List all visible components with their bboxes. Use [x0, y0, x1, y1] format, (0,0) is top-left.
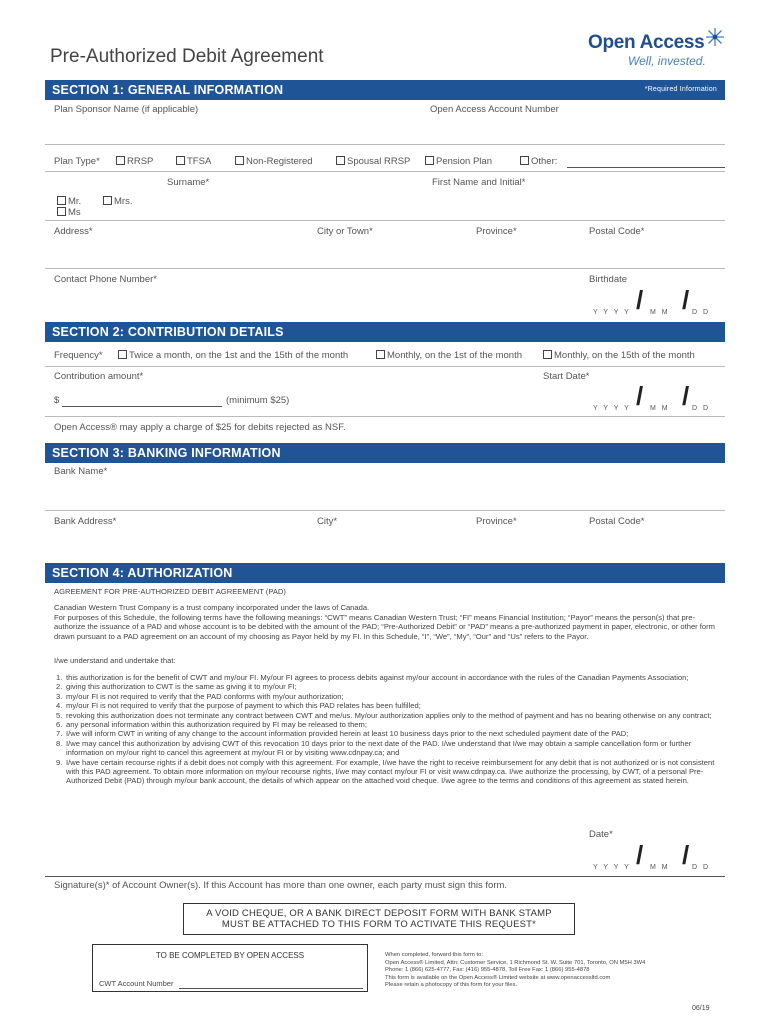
divider [45, 220, 725, 221]
signature-label: Signature(s)* of Account Owner(s). If this Account has more than one owner, each party must sign this form. [54, 880, 508, 891]
signature-line[interactable] [45, 876, 725, 877]
footer-line: Open Access® Limited, Attn: Customer Service, 1 Richmond St. W. Suite 701, Toronto, ON M5H 3W4 [385, 959, 646, 966]
void-cheque-notice [183, 903, 575, 935]
contribution-amount-label: Contribution amount* [54, 371, 144, 382]
logo-tagline: Well, invested. [628, 54, 706, 68]
plan-type-other[interactable]: Other: [520, 156, 557, 167]
checkbox[interactable] [336, 156, 345, 165]
other-plan-field[interactable] [567, 167, 725, 168]
dollar-sign: $ [54, 395, 60, 406]
date-separator: / [682, 840, 690, 870]
footer-line: Please retain a photocopy of this form for your files. [385, 982, 518, 989]
date-separator: / [636, 381, 644, 411]
birthdate-month: M M [650, 309, 670, 316]
list-item: 8. I/we may cancel this authorization by advising CWT of this revocation 10 days prior to the next date of the PAD. I/we understand that I/we may obtain a sample cancellation form or further information on my/our right to cancel this agreement at my/our FI or by visiting www.cdnpay.ca; and [56, 738, 692, 758]
divider [45, 416, 725, 417]
birthdate-year: Y Y Y Y [593, 309, 631, 316]
section-3-heading: SECTION 3: BANKING INFORMATION [45, 443, 725, 463]
plan-type-label: Plan Type* [54, 156, 100, 167]
list-item: 5. revoking this authorization does not terminate any contract between CWT and me/us. My/our authorization applies only to the method of payment and has no bearing otherwise on any contract; [56, 710, 712, 720]
date-separator: / [636, 285, 644, 315]
frequency-monthly-15th[interactable]: Monthly, on the 15th of the month [543, 350, 695, 361]
list-item: 9. I/we have certain recourse rights if a debit does not comply with this agreement. For example, I/we have the right to receive reimbursement for any debit that is not authorized or is not consistent with this PAD agreement. To obtain more information on my/our recourse rights, I/we may contact my/our FI or visit www.cdnpay.ca. I/we authorize the processing, by CWT, of a personal Pre-Authorized Debit (PAD) through my/our bank account, the details of which appear on the attached void cheque. I/we agree to the terms and conditions of this agreement as stated herein. [56, 757, 715, 786]
bank-city-label: City* [317, 516, 338, 527]
frequency-monthly-1st[interactable]: Monthly, on the 1st of the month [376, 350, 522, 361]
list-item: 4. my/our FI is not required to verify that the purpose of payment to which this PAD relates has been fulfilled; [56, 701, 421, 711]
form-version: 06/19 [692, 1005, 710, 1012]
intro-definitions: For purposes of this Schedule, the following terms have the following meanings: “CWT” means Canadian Western Trust; “FI” means Financial Institution; “Payor” means the person(s) that pre-authorize the issuance of a PAD and whose account is to be debited with the amount of the PAD; “Pre-Authorized Debit” or “PAD” means a pre-authorized payment in paper, electronic, or other form drawn pursuant to a PAD agreement on an account of my choosing as Payor held by my FI. In this Schedule, “I”, “We”, “My”, “Our” and “Us” refers to the Payor. [54, 613, 715, 641]
cwt-account-field[interactable] [179, 988, 363, 989]
logo-name: Open Access [588, 32, 705, 53]
divider [45, 171, 725, 172]
checkbox[interactable] [176, 156, 185, 165]
sparkle-logo-icon [704, 26, 726, 48]
bank-address-label: Bank Address* [54, 516, 117, 527]
city-label: City or Town* [317, 226, 373, 237]
footer-line: This form is available on the Open Access® Limited website at www.openaccessltd.com [385, 974, 611, 981]
checkbox[interactable] [57, 196, 66, 205]
cwt-account-label: CWT Account Number [99, 979, 174, 988]
notice-line-2: MUST BE ATTACHED TO THIS FORM TO ACTIVATE THIS REQUEST* [221, 919, 537, 930]
start-date-year: Y Y Y Y [593, 405, 631, 412]
start-date-month: M M [650, 405, 670, 412]
checkbox[interactable] [235, 156, 244, 165]
office-use-heading: TO BE COMPLETED BY OPEN ACCESS [155, 951, 305, 960]
footer-line: Phone: 1 (866) 625-4777, Fax: (416) 955-4878, Toll Free Fax: 1 (866) 955-4878 [385, 967, 590, 974]
plan-type-spousal-rrsp[interactable]: Spousal RRSP [336, 156, 410, 167]
title-mrs[interactable]: Mrs. [103, 196, 132, 207]
plan-sponsor-label: Plan Sponsor Name (if applicable) [54, 104, 199, 115]
intro-undertake: I/we understand and undertake that: [54, 656, 176, 665]
divider [45, 510, 725, 511]
agreement-subheading: AGREEMENT FOR PRE-AUTHORIZED DEBIT AGREEMENT (PAD) [54, 587, 286, 596]
checkbox[interactable] [116, 156, 125, 165]
province-label: Province* [476, 226, 517, 237]
first-name-label: First Name and Initial* [432, 177, 526, 188]
surname-label: Surname* [167, 177, 210, 188]
divider [45, 144, 725, 145]
section-1-title: SECTION 1: GENERAL INFORMATION [52, 83, 284, 97]
account-number-label: Open Access Account Number [430, 104, 559, 115]
divider [45, 366, 725, 367]
birthdate-label: Birthdate [589, 274, 628, 285]
checkbox[interactable] [425, 156, 434, 165]
phone-label: Contact Phone Number* [54, 274, 157, 285]
list-item: 2. giving this authorization to CWT is the same as giving it to my/our FI; [56, 682, 297, 692]
date-separator: / [682, 381, 690, 411]
intro-trust-company: Canadian Western Trust Company is a trust company incorporated under the laws of Canada. [54, 603, 370, 612]
list-item: 1. this authorization is for the benefit of CWT and my/our FI. My/our FI agrees to process debits against my/our account in accordance with the rules of the Canadian Payments Association; [56, 673, 689, 682]
signature-date-year: Y Y Y Y [593, 864, 631, 871]
checkbox[interactable] [520, 156, 529, 165]
date-separator: / [636, 840, 644, 870]
signature-date-month: M M [650, 864, 670, 871]
frequency-label: Frequency* [54, 350, 103, 361]
start-date-label: Start Date* [543, 371, 590, 382]
plan-type-tfsa[interactable]: TFSA [176, 156, 211, 167]
bank-name-label: Bank Name* [54, 466, 108, 477]
address-label: Address* [54, 226, 93, 237]
date-label: Date* [589, 829, 613, 840]
section-4-heading: SECTION 4: AUTHORIZATION [45, 563, 725, 583]
title-ms[interactable]: Ms [57, 207, 81, 218]
checkbox[interactable] [376, 350, 385, 359]
nsf-note: Open Access® may apply a charge of $25 for debits rejected as NSF. [54, 422, 346, 433]
section-2-heading: SECTION 2: CONTRIBUTION DETAILS [45, 322, 725, 342]
signature-date-day: D D [692, 864, 711, 871]
footer-line: When completed, forward this form to: [385, 952, 483, 958]
date-separator: / [682, 285, 690, 315]
plan-type-pension-plan[interactable]: Pension Plan [425, 156, 492, 167]
checkbox[interactable] [118, 350, 127, 359]
amount-field[interactable] [62, 406, 222, 407]
checkbox[interactable] [103, 196, 112, 205]
footer-instructions [385, 952, 705, 990]
divider [45, 268, 725, 269]
list-item: 6. any personal information within this authorization required by FI may be released to them; [56, 720, 367, 730]
office-use-box [92, 944, 368, 992]
minimum-note: (minimum $25) [226, 395, 290, 406]
page-title: Pre-Authorized Debit Agreement [50, 46, 324, 67]
bank-province-label: Province* [476, 516, 517, 527]
checkbox[interactable] [57, 207, 66, 216]
checkbox[interactable] [543, 350, 552, 359]
plan-type-rrsp[interactable]: RRSP [116, 156, 153, 167]
section-1-heading [45, 80, 725, 100]
frequency-twice-monthly[interactable]: Twice a month, on the 1st and the 15th of the month [118, 350, 348, 361]
list-item: 3. my/our FI is not required to verify that the PAD conforms with my/our authorization; [56, 691, 344, 701]
terms-list [56, 673, 724, 786]
start-date-day: D D [692, 405, 711, 412]
plan-type-non-registered[interactable]: Non-Registered [235, 156, 313, 167]
notice-line-1: A VOID CHEQUE, OR A BANK DIRECT DEPOSIT FORM WITH BANK STAMP [206, 908, 552, 919]
title-mr[interactable]: Mr. [57, 196, 81, 207]
birthdate-day: D D [692, 309, 711, 316]
required-note: *Required Information [644, 86, 717, 93]
list-item: 7. I/we will inform CWT in writing of any change to the account information provided herein at least 10 business days prior to the next scheduled payment date of the PAD; [56, 729, 629, 739]
postal-code-label: Postal Code* [589, 226, 645, 237]
bank-postal-code-label: Postal Code* [589, 516, 645, 527]
